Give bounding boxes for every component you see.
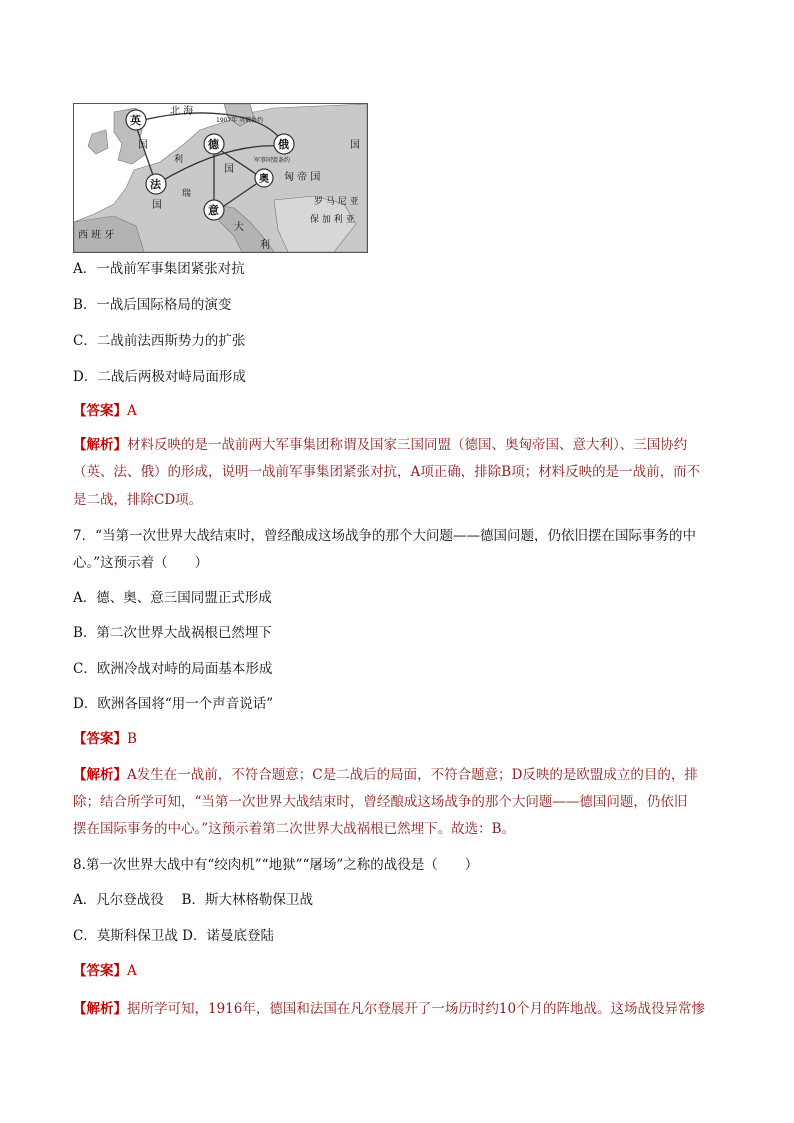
q6-option-c: C．二战前法西斯势力的扩张 <box>73 333 246 349</box>
q8-answer-value: A <box>127 963 137 979</box>
q6-expl-tag: 【解析】 <box>73 437 127 453</box>
q6-option-b: B．一战后国际格局的演变 <box>73 297 232 313</box>
france-country-label: 国 <box>152 200 162 211</box>
q7-explanation-line-1 <box>73 765 698 785</box>
q8-options-cd: C．莫斯科保卫战 D．诺曼底登陆 <box>73 928 274 944</box>
q7-explanation-line-3: 摆在国际事务的中心。”这预示着第二次世界大战祸根已然埋下。故选：B。 <box>73 821 516 837</box>
q6-expl-text-1: 材料反映的是一战前两大军事集团称谓及国家三国同盟（德国、奥匈帝国、意大利）、三国协约 <box>127 437 688 453</box>
q6-answer-value: A <box>127 403 137 419</box>
q6-option-d: D．二战后两极对峙局面形成 <box>73 369 246 385</box>
q8-explanation-line-1 <box>73 999 705 1019</box>
q6-explanation-line-3: 是二战，排除CD项。 <box>73 492 203 508</box>
q8-options-ab: A．凡尔登战役 B．斯大林格勒保卫战 <box>73 892 313 908</box>
britain-circle-label: 英 <box>130 114 141 127</box>
germany-country-label: 国 <box>224 164 234 175</box>
q7-expl-text-1: A发生在一战前，不符合题意；C是二战后的局面，不符合题意；D反映的是欧盟成立的目的，排 <box>127 767 698 783</box>
italy-li-label: 利 <box>260 240 270 251</box>
q7-stem-line-1: 7．“当第一次世界大战结束时，曾经酿成这场战争的那个大问题——德国问题，仍依旧摆在国际事务的中 <box>73 528 696 544</box>
britain-country-label: 国 <box>138 140 148 151</box>
swiss-label: 瑞 <box>182 189 192 199</box>
q8-expl-tag: 【解析】 <box>73 1001 127 1017</box>
q7-explanation-line-2: 除；结合所学可知，“当第一次世界大战结束时，曾经酿成这场战争的那个大问题——德国问题，仍依旧 <box>73 794 688 810</box>
q6-answer-tag: 【答案】 <box>73 403 127 419</box>
spain-label: 西 班 牙 <box>78 230 115 241</box>
france-circle-label: 法 <box>150 178 161 191</box>
q7-answer-tag: 【答案】 <box>73 731 127 747</box>
russia-country-label: 国 <box>350 140 360 151</box>
austria-hungary-label: 匈 帝 国 <box>284 172 321 183</box>
q7-option-a: A．德、奥、意三国同盟正式形成 <box>73 590 272 606</box>
q6-explanation-line-1 <box>73 435 687 455</box>
italy-circle-label: 意 <box>208 204 219 217</box>
q7-expl-tag: 【解析】 <box>73 767 127 783</box>
belgium-label: 利 <box>174 155 184 165</box>
romania-label: 罗 马 尼 亚 <box>314 197 359 207</box>
q7-option-b: B．第二次世界大战祸根已然埋下 <box>73 625 272 641</box>
q8-answer <box>73 961 137 981</box>
treaty-1907-label: 1907年 英俄协约 <box>216 117 264 124</box>
bulgaria-label: 保 加 利 亚 <box>310 215 355 225</box>
q6-option-a: A．一战前军事集团紧张对抗 <box>73 261 245 277</box>
q7-option-c: C．欧洲冷战对峙的局面基本形成 <box>73 661 273 677</box>
q8-expl-text-1: 据所学可知，1916年，德国和法国在凡尔登展开了一场历时约10个月的阵地战。这场战役异常惨 <box>127 1001 706 1017</box>
austria-circle-label: 奥 <box>259 174 269 185</box>
q7-option-d: D．欧洲各国将“用一个声音说话” <box>73 696 274 712</box>
north-sea-label: 北 海 <box>170 106 194 117</box>
q7-answer-value: B <box>127 731 137 747</box>
q7-stem-line-2: 心。”这预示着（ ） <box>73 555 209 571</box>
q8-stem: 8.第一次世界大战中有“绞肉机”“地狱”“屠场”之称的战役是（ ） <box>73 857 479 873</box>
germany-circle-label: 德 <box>208 138 219 151</box>
q7-answer <box>73 729 137 749</box>
q6-explanation-line-2: （英、法、俄）的形成，说明一战前军事集团紧张对抗，A项正确，排除B项；材料反映的是一战前，而不 <box>73 464 701 480</box>
russia-circle-label: 俄 <box>278 138 289 151</box>
treaty-military-label: 军事同盟条约 <box>254 157 291 164</box>
alliance-map <box>73 103 368 253</box>
q6-answer <box>73 401 137 421</box>
q8-answer-tag: 【答案】 <box>73 963 127 979</box>
italy-da-label: 大 <box>234 222 244 233</box>
